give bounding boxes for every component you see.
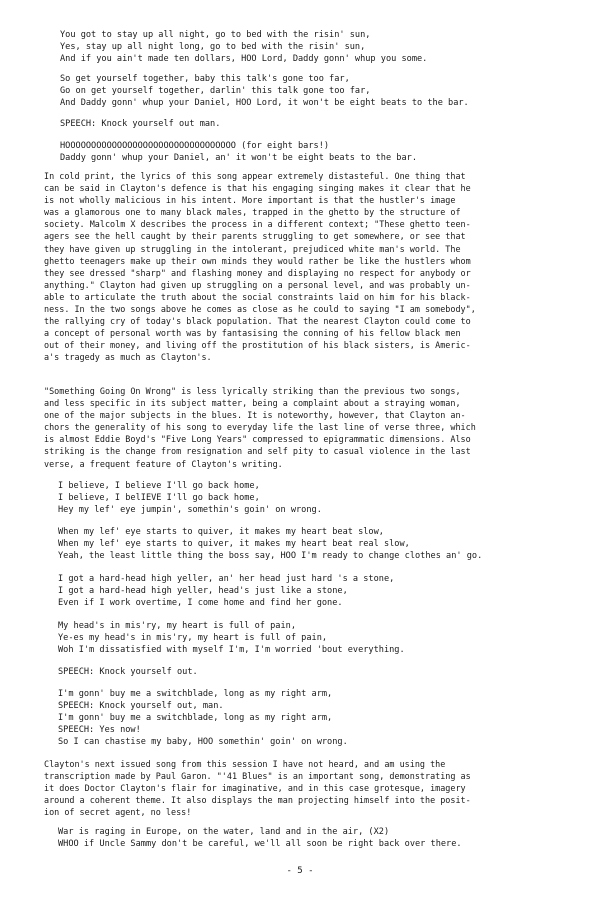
text-line: a concept of personal worth was by fantasising the conning of his fellow black men	[44, 328, 461, 339]
text-line: out of their money, and living off the prostitution of his black sisters, is Americ-	[44, 340, 471, 351]
text-line: it does Doctor Clayton's flair for imaginative, and in this case grotesque, imagery	[44, 783, 466, 794]
lyric-line: When my lef' eye starts to quiver, it makes my heart beat slow,	[58, 527, 384, 537]
text-line: ghetto teenagers make up their own minds they would rather be like the hustlers whom	[44, 255, 471, 266]
prose-paragraph	[44, 170, 476, 364]
lyric-line: I got a hard-head high yeller, head's just like a stone,	[58, 586, 348, 597]
lyric-stanza	[58, 826, 462, 850]
text-line: they see dressed "sharp" and flashing money and displaying no respect for anybody or	[44, 267, 471, 278]
lyric-stanza	[58, 620, 405, 656]
text-line: In cold print, the lyrics of this song appear extremely distasteful. One thing that	[44, 171, 466, 181]
text-line: verse, a frequent feature of Clayton's writing.	[44, 458, 283, 469]
text-line: "Something Going On Wrong" is less lyrically striking than the previous two songs,	[44, 386, 461, 396]
text-line: one of the major subjects in the blues. It is noteworthy, however, that Clayton an-	[44, 410, 466, 421]
text-line: chors the generality of his song to everyday life the last line of verse three, which	[44, 422, 476, 433]
prose-paragraph	[44, 758, 471, 818]
lyric-stanza	[58, 526, 482, 562]
lyric-line: SPEECH: Yes now!	[58, 725, 141, 736]
lyric-line: And if you ain't made ten dollars, HOO Lord, Daddy gonn' whup you some.	[60, 54, 428, 65]
prose-paragraph	[44, 385, 476, 470]
text-line: is not wholly malicious in his intent. More important is that the hustler's image	[44, 195, 456, 206]
lyric-line: Yeah, the least little thing the boss say, HOO I'm ready to change clothes an' go.	[58, 551, 483, 562]
text-line: ness. In the two songs above he comes as close as he could to saying "I am somebody",	[44, 304, 476, 315]
lyric-line: Woh I'm dissatisfied with myself I'm, I'm worried 'bout everything.	[58, 645, 405, 656]
text-line: transcription made by Paul Garon. "'41 Blues" is an important song, demonstrating as	[44, 771, 471, 782]
lyric-stanza	[60, 73, 469, 109]
text-line: agers see the hell caught by their parents struggling to get somewhere, or see that	[44, 231, 466, 242]
lyric-line: I'm gonn' buy me a switchblade, long as my right arm,	[58, 689, 333, 699]
lyric-line: So get yourself together, baby this talk's gone too far,	[60, 74, 350, 84]
lyric-stanza	[58, 573, 394, 609]
lyric-line: When my lef' eye starts to quiver, it makes my heart beat real slow,	[58, 539, 410, 550]
text-line: striking is the change from resignation and self pity to casual violence in the last	[44, 446, 471, 457]
lyric-stanza	[58, 688, 348, 748]
lyric-line: And Daddy gonn' whup your Daniel, HOO Lord, it won't be eight beats to the bar.	[60, 98, 469, 109]
lyric-line: You got to stay up all night, go to bed with the risin' sun,	[60, 30, 371, 40]
lyric-stanza	[58, 480, 322, 516]
lyric-line: So I can chastise my baby, HOO somethin' goin' on wrong.	[58, 737, 348, 748]
lyric-line: Yes, stay up all night long, go to bed with the risin' sun,	[60, 42, 366, 53]
page-number: - 5 -	[286, 866, 314, 876]
lyric-line: SPEECH: Knock yourself out.	[58, 667, 198, 677]
text-line: ion of secret agent, no less!	[44, 807, 192, 818]
lyric-line: Go on get yourself together, darlin' this talk gone too far,	[60, 86, 371, 97]
text-line: can be said in Clayton's defence is that his engaging singing makes it clear that he	[44, 183, 471, 194]
lyric-line: SPEECH: Knock yourself out, man.	[58, 701, 224, 712]
speech-line	[58, 666, 198, 678]
lyric-line: Daddy gonn' whup your Daniel, an' it won't be eight beats to the bar.	[60, 153, 417, 164]
lyric-line: Even if I work overtime, I come home and find her gone.	[58, 598, 343, 609]
text-line: the rallying cry of today's black population. That the nearest Clayton could come to	[44, 316, 471, 327]
text-line: they have given up struggling in the intolerant, prejudiced white man's world. The	[44, 243, 461, 254]
lyric-line: WHOO if Uncle Sammy don't be careful, we'll all soon be right back over there.	[58, 839, 462, 850]
lyric-stanza	[60, 29, 427, 65]
lyric-line: I'm gonn' buy me a switchblade, long as my right arm,	[58, 713, 333, 724]
text-line: Clayton's next issued song from this session I have not heard, and am using the	[44, 759, 446, 769]
lyric-line: Ye-es my head's in mis'ry, my heart is full of pain,	[58, 633, 328, 644]
lyric-line: HOOOOOOOOOOOOOOOOOOOOOOOOOOOOOOOOO (for eight bars!)	[60, 141, 330, 151]
text-line: was a glamorous one to many black males, trapped in the ghetto by the structure of	[44, 207, 461, 218]
lyric-line: SPEECH: Knock yourself out man.	[60, 119, 221, 129]
lyric-line: War is raging in Europe, on the water, land and in the air, (X2)	[58, 827, 390, 837]
lyric-line: Hey my lef' eye jumpin', somethin's goin' on wrong.	[58, 505, 322, 516]
lyric-line: My head's in mis'ry, my heart is full of pain,	[58, 621, 296, 631]
text-line: anything." Clayton had given up struggling on a personal level, and was probably un-	[44, 279, 471, 290]
lyric-line: I got a hard-head high yeller, an' her head just hard 's a stone,	[58, 574, 395, 584]
text-line: a's tragedy as much as Clayton's.	[44, 352, 212, 363]
speech-line	[60, 118, 220, 130]
text-line: around a coherent theme. It also displays the man projecting himself into the posit-	[44, 795, 471, 806]
text-line: able to articulate the truth about the social constraints laid on him for his black-	[44, 291, 471, 302]
lyric-line: I believe, I believe I'll go back home,	[58, 481, 260, 491]
text-line: and less specific in its subject matter, being a complaint about a straying woman,	[44, 398, 461, 409]
text-line: is almost Eddie Boyd's "Five Long Years" compressed to epigrammatic dimensions. Also	[44, 434, 471, 445]
text-line: society. Malcolm X describes the process in a different context; "These ghetto teen-	[44, 219, 471, 230]
lyric-stanza	[60, 140, 417, 164]
lyric-line: I believe, I belIEVE I'll go back home,	[58, 493, 260, 504]
